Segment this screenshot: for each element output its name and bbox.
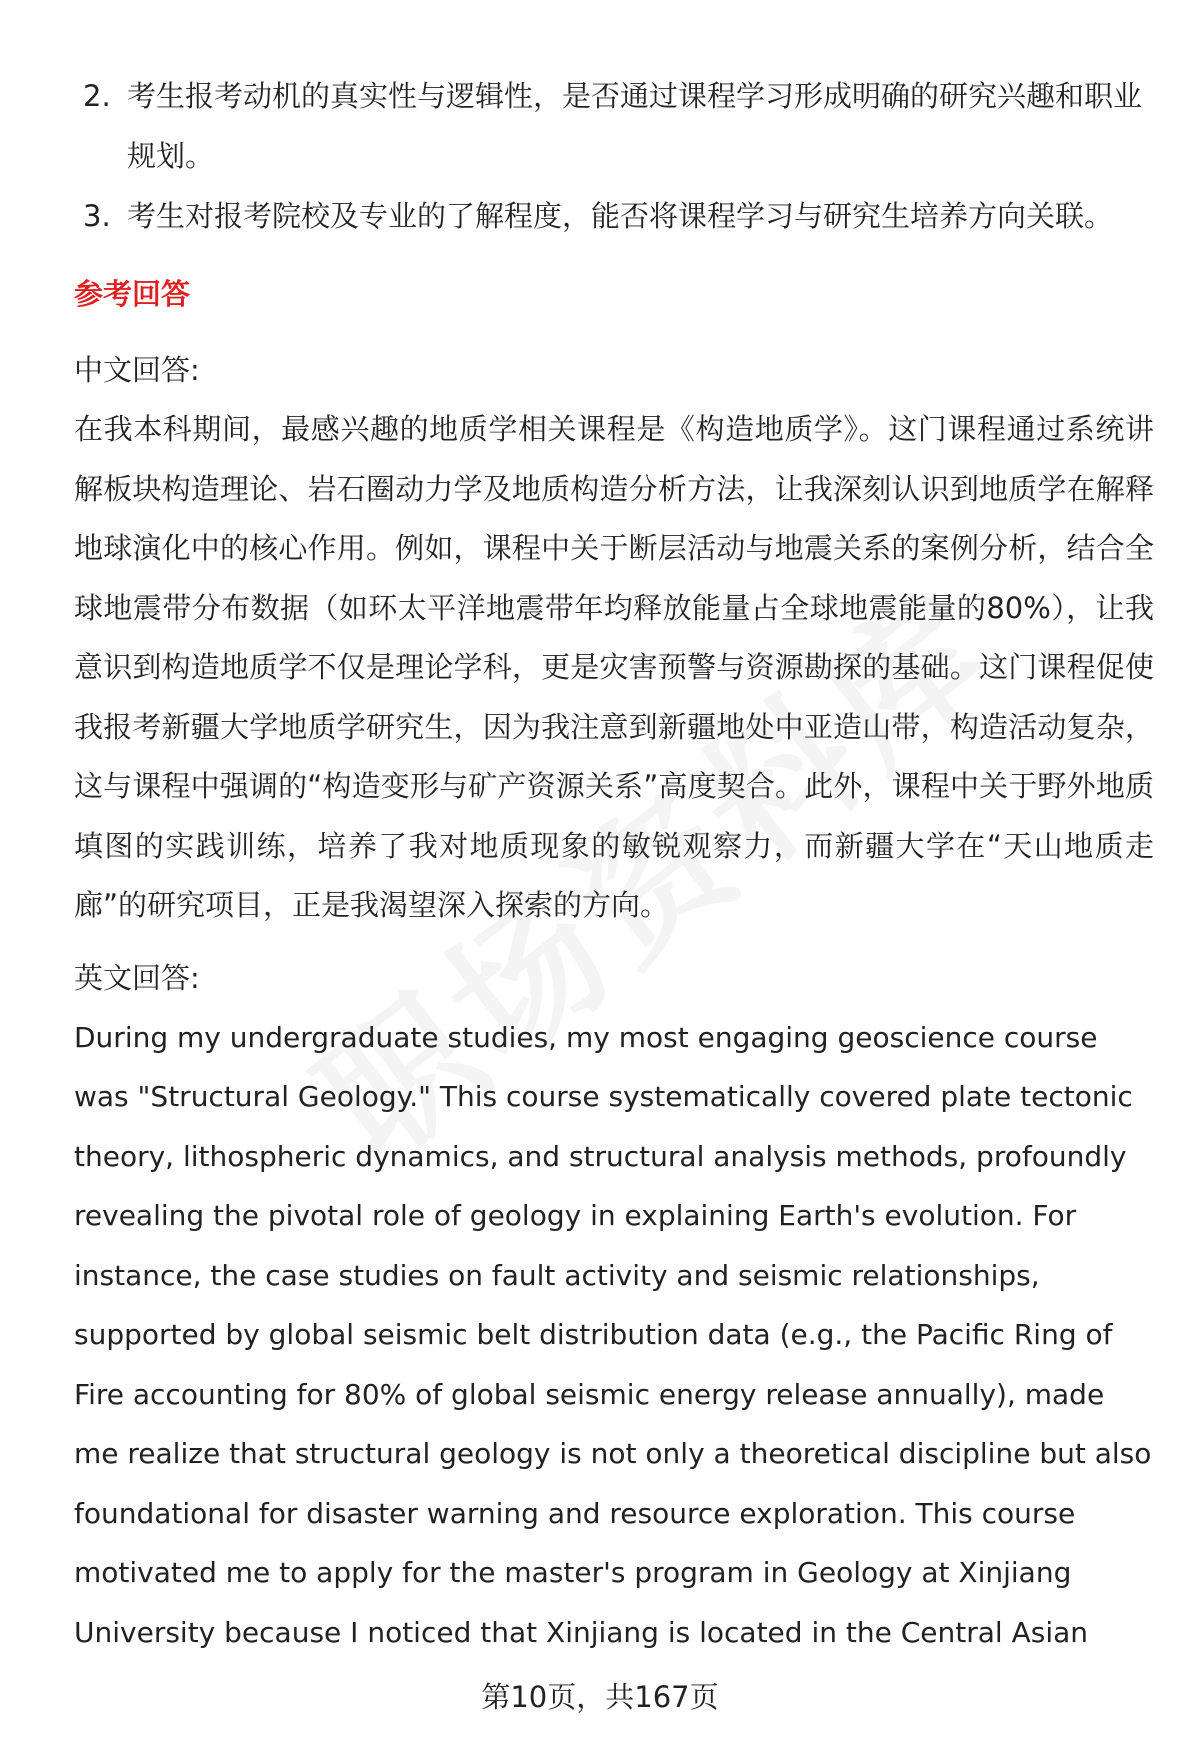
page-content	[74, 66, 1154, 1662]
list-item-text: 考生对报考院校及专业的了解程度，能否将课程学习与研究生培养方向关联。	[127, 199, 1114, 233]
chinese-answer-text: 在我本科期间，最感兴趣的地质学相关课程是《构造地质学》。这门课程通过系统讲解板块构造理论、岩石圈动力学及地质构造分析方法，让我深刻认识到地质学在解释地球演化中的核心作用。例如，课程中关于断层活动与地震关系的案例分析，结合全球地震带分布数据（如环太平洋地震带年均释放能量占全球地震能量的80%），让我意识到构造地质学不仅是理论学科，更是灾害预警与资源勘探的基础。这门课程促使我报考新疆大学地质学研究生，因为我注意到新疆地处中亚造山带，构造活动复杂，这与课程中强调的“构造变形与矿产资源关系”高度契合。此外，课程中关于野外地质填图的实践训练，培养了我对地质现象的敏锐观察力，而新疆大学在“天山地质走廊”的研究项目，正是我渴望深入探索的方向。	[74, 412, 1154, 922]
list-item-number: 3.	[83, 199, 111, 233]
paragraph-gap	[74, 936, 1154, 948]
page-footer: 第10页，共167页	[481, 1680, 719, 1714]
list-item-text: 考生报考动机的真实性与逻辑性，是否通过课程学习形成明确的研究兴趣和职业规划。	[127, 79, 1143, 173]
list-item-number: 2.	[83, 79, 111, 113]
english-answer-label: 英文回答:	[74, 960, 200, 995]
list-item	[74, 66, 1154, 186]
chinese-answer-label: 中文回答:	[74, 353, 200, 387]
list-item	[74, 186, 1154, 246]
section-title: 参考回答	[74, 277, 191, 311]
english-answer-text: During my undergraduate studies, my most engaging geoscience course was "Structural Geology." This course systematically covered plate tectonic theory, lithospheric dynamics, and structural analysis methods, profoundly revealing the pivotal role of geology in explaining Earth's evolution. For instance, the case studies on fault activity and seismic relationships, supported by global seismic belt distribution data (e.g., the Pacific Ring of Fire accounting for 80% of global seismic energy release annually), made me realize that structural geology is not only a theoretical discipline but also foundational for disaster warning and resource exploration. This course motivated me to apply for the master's program in Geology at Xinjiang University because I noticed that Xinjiang is located in the Central Asian	[74, 1020, 1152, 1649]
